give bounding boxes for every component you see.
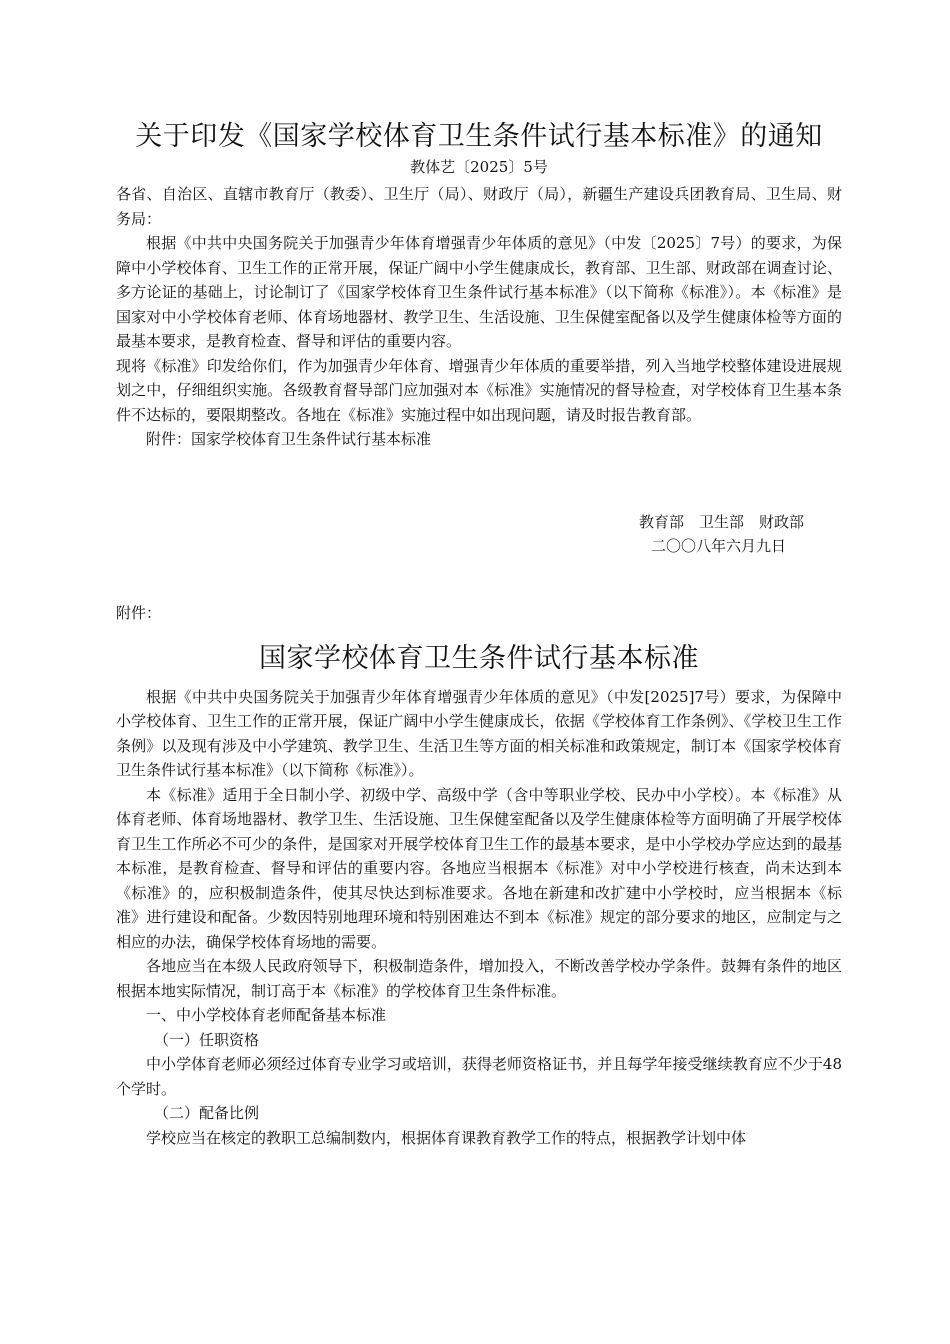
attachment-title: 国家学校体育卫生条件试行基本标准 — [259, 642, 699, 674]
subsection-text-2: 学校应当在核定的教职工总编制数内，根据体育课教育教学工作的特点，根据教学计划中体 — [146, 1128, 747, 1147]
attachment-label: 附件： — [116, 603, 162, 622]
document-number: 教体艺〔2025〕5号 — [410, 158, 548, 176]
attachment-paragraph-1: 根据《中共中央国务院关于加强青少年体育增强青少年体质的意见》（中发[2025]7号）要求，为保障中小学校体育、卫生工作的正常开展，保证广阔中小学生健康成长，依据《学校体育工作条例》、《学校卫生工作条例》以及现有涉及中小学建筑、教学卫生、生活卫生等方面的相关标准和政策规定，制订本《国家学校体育卫生条件试行基本标准》（以下简称《标准》）。 — [116, 687, 842, 779]
document-page — [116, 118, 842, 1150]
recipients: 各省、自治区、直辖市教育厅（教委）、卫生厅（局）、财政厅（局），新疆生产建设兵团教育局、卫生局、财务局： — [116, 185, 842, 228]
notice-paragraph-1: 根据《中共中央国务院关于加强青少年体育增强青少年体质的意见》（中发〔2025〕7号）的要求，为保障中小学校体育、卫生工作的正常开展，保证广阔中小学生健康成长，教育部、卫生部、财政部在调查讨论、多方论证的基础上，讨论制订了《国家学校体育卫生条件试行基本标准》（以下简称《标准》）。本《标准》是国家对中小学校体育老师、体育场地器材、教学卫生、生活设施、卫生保健室配备以及学生健康体检等方面的最基本要求，是教育检查、督导和评估的重要内容。 — [116, 234, 842, 350]
section-heading-1: 一、中小学校体育老师配备基本标准 — [146, 1006, 387, 1024]
notice-title: 关于印发《国家学校体育卫生条件试行基本标准》的通知 — [135, 121, 823, 152]
subsection-text-1: 中小学体育老师必须经过体育专业学习或培训，获得老师资格证书，并且每学年接受继续教育应不少于48个学时。 — [116, 1055, 842, 1098]
signature-spacer — [116, 452, 842, 510]
notice-paragraph-2: 现将《标准》印发给你们，作为加强青少年体育、增强青少年体质的重要举措，列入当地学校整体建设进展规划之中，仔细组织实施。各级教育督导部门应加强对本《标准》实施情况的督导检查，对学校体育卫生基本条件不达标的，要限期整改。各地在《标准》实施过程中如出现问题，请及时报告教育部。 — [116, 356, 842, 424]
signatories: 教育部 卫生部 财政部 — [638, 512, 804, 531]
attachment-paragraph-2: 本《标准》适用于全日制小学、初级中学、高级中学（含中等职业学校、民办中小学校）。本《标准》从体育老师、体育场地器材、教学卫生、生活设施、卫生保健室配备以及学生健康体检等方面明确了开展学校体育卫生工作所必不可少的条件，是国家对开展学校体育卫生工作的最基本要求，是中小学校办学应达到的最基本标准，是教育检查、督导和评估的重要内容。各地应当根据本《标准》对中小学校进行核查，尚未达到本《标准》的，应积极制造条件，使其尽快达到标准要求。各地在新建和改扩建中小学校时，应当根据本《标准》进行建设和配备。少数因特别地理环境和特别困难达不到本《标准》规定的部分要求的地区，应制定与之相应的办法，确保学校体育场地的需要。 — [116, 785, 842, 951]
issue-date: 二〇〇八年六月九日 — [650, 537, 786, 555]
attachment-paragraph-3: 各地应当在本级人民政府领导下，积极制造条件，增加投入，不断改善学校办学条件。鼓舞有条件的地区根据本地实际情况，制订高于本《标准》的学校体育卫生条件标准。 — [116, 957, 842, 1000]
subsection-heading-2: （二）配备比例 — [154, 1104, 260, 1122]
attachment-reference: 附件：国家学校体育卫生条件试行基本标准 — [146, 430, 432, 448]
subsection-heading-1: （一）任职资格 — [154, 1030, 260, 1049]
